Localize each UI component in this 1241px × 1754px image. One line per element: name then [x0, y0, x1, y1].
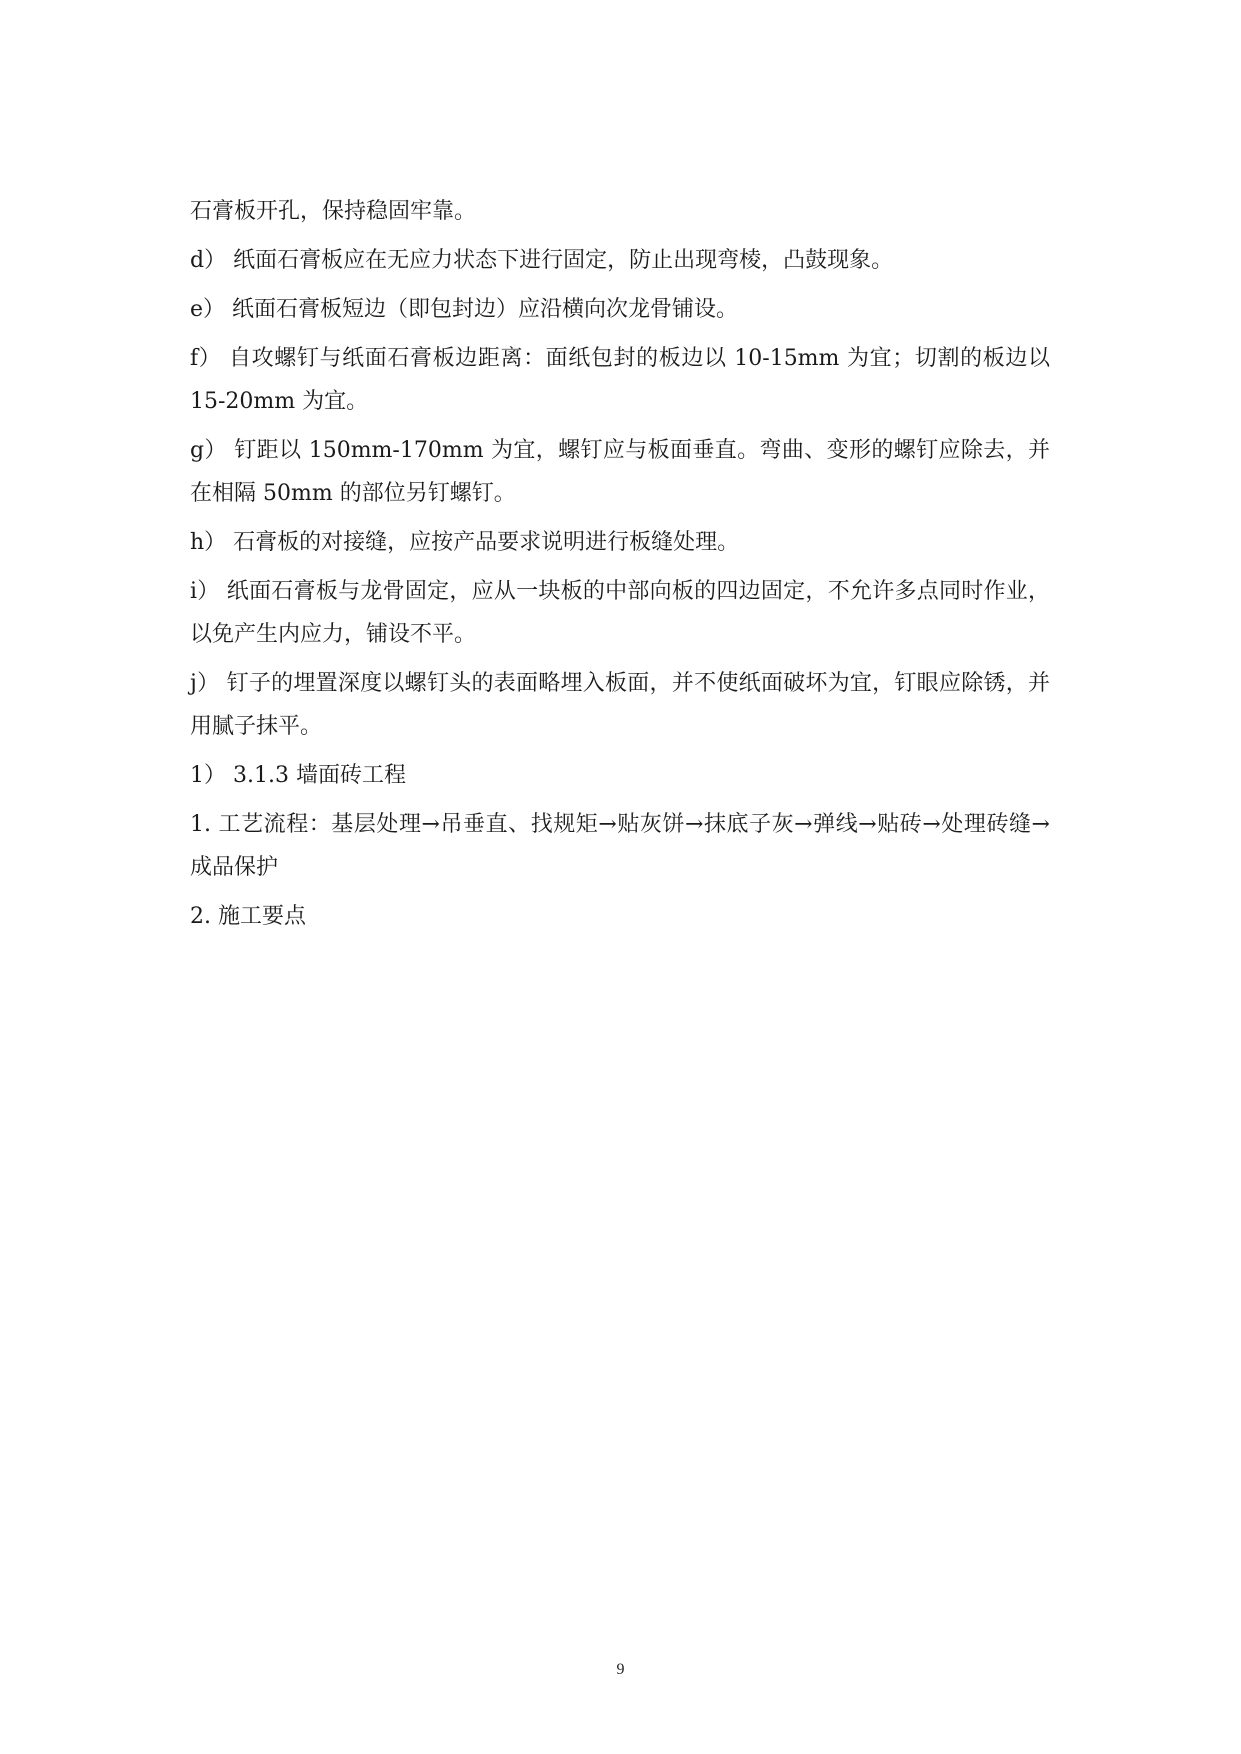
page-number: 9	[616, 1661, 625, 1678]
paragraph: f） 自攻螺钉与纸面石膏板边距离：面纸包封的板边以 10-15mm 为宜；切割的板边以 15-20mm 为宜。	[190, 346, 1050, 414]
body-text	[190, 190, 1050, 944]
paragraph: 2. 施工要点	[190, 904, 306, 929]
paragraph: 石膏板开孔，保持稳固牢靠。	[190, 199, 477, 224]
paragraph: i） 纸面石膏板与龙骨固定，应从一块板的中部向板的四边固定，不允许多点同时作业，以免产生内应力，铺设不平。	[190, 579, 1050, 647]
paragraph: j） 钉子的埋置深度以螺钉头的表面略埋入板面，并不使纸面破坏为宜，钉眼应除锈，并用腻子抹平。	[190, 671, 1050, 739]
paragraph: h） 石膏板的对接缝，应按产品要求说明进行板缝处理。	[190, 530, 740, 555]
section-heading: 1） 3.1.3 墙面砖工程	[190, 763, 406, 788]
paragraph: e） 纸面石膏板短边（即包封边）应沿横向次龙骨铺设。	[190, 297, 739, 322]
paragraph: d） 纸面石膏板应在无应力状态下进行固定，防止出现弯棱，凸鼓现象。	[190, 248, 894, 273]
paragraph: 1. 工艺流程：基层处理→吊垂直、找规矩→贴灰饼→抹底子灰→弹线→贴砖→处理砖缝→成品保护	[190, 812, 1050, 880]
paragraph: g） 钉距以 150mm-170mm 为宜，螺钉应与板面垂直。弯曲、变形的螺钉应除去，并在相隔 50mm 的部位另钉螺钉。	[190, 438, 1050, 506]
